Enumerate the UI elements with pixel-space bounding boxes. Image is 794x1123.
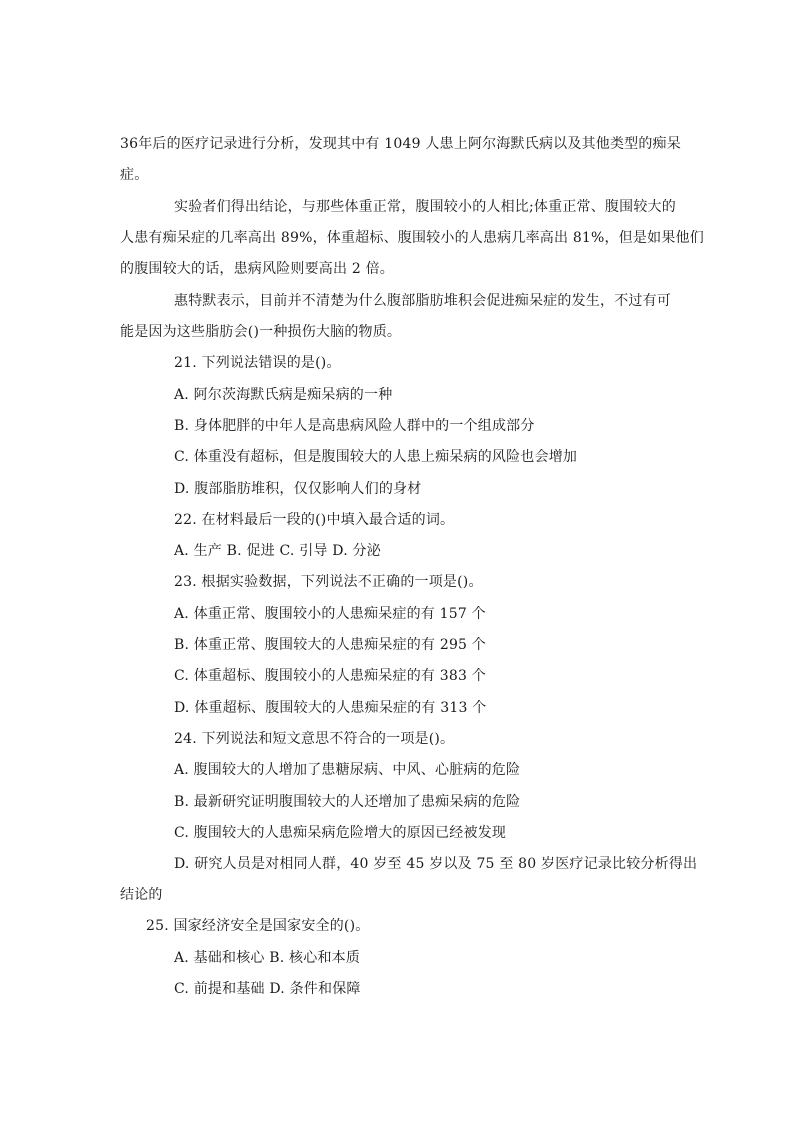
question-option-continuation: 结论的 <box>120 887 163 903</box>
passage-line: 人患有痴呆症的几率高出 89%，体重超标、腹围较小的人患病几率高出 81%，但是如果他们 <box>120 230 704 246</box>
question-option: B. 体重正常、腹围较大的人患痴呆症的有 295 个 <box>174 637 487 653</box>
passage-line: 的腹围较大的话，患病风险则要高出 2 倍。 <box>120 261 395 277</box>
question-option: A. 阿尔茨海默氏病是痴呆病的一种 <box>174 387 393 403</box>
question-stem: 22. 在材料最后一段的()中填入最合适的词。 <box>174 512 455 528</box>
question-option: A. 腹围较大的人增加了患糖尿病、中风、心脏病的危险 <box>174 762 521 778</box>
question-option: A. 基础和核心 B. 核心和本质 <box>174 950 361 966</box>
question-option: A. 生产 B. 促进 C. 引导 D. 分泌 <box>174 543 381 559</box>
passage-line: 36年后的医疗记录进行分析，发现其中有 1049 人患上阿尔海默氏病以及其他类型的痴呆 <box>120 136 681 152</box>
question-option: D. 体重超标、腹围较大的人患痴呆症的有 313 个 <box>174 700 487 716</box>
question-stem: 23. 根据实验数据，下列说法不正确的一项是()。 <box>174 574 483 590</box>
question-option: B. 身体肥胖的中年人是高患病风险人群中的一个组成部分 <box>174 418 535 434</box>
question-option: A. 体重正常、腹围较小的人患痴呆症的有 157 个 <box>174 606 486 622</box>
question-stem: 25. 国家经济安全是国家安全的()。 <box>146 918 370 934</box>
question-stem: 24. 下列说法和短文意思不符合的一项是()。 <box>174 731 455 747</box>
passage-line: 惠特默表示，目前并不清楚为什么腹部脂肪堆积会促进痴呆症的发生，不过有可 <box>174 293 671 309</box>
question-option: D. 腹部脂肪堆积，仅仅影响人们的身材 <box>174 481 422 497</box>
question-option: D. 研究人员是对相同人群，40 岁至 45 岁以及 75 至 80 岁医疗记录比较分析得出 <box>174 856 698 872</box>
question-option: C. 体重超标、腹围较小的人患痴呆症的有 383 个 <box>174 668 486 684</box>
question-option: C. 体重没有超标，但是腹围较大的人患上痴呆病的风险也会增加 <box>174 449 578 465</box>
question-option: B. 最新研究证明腹围较大的人还增加了患痴呆病的危险 <box>174 794 521 810</box>
passage-line: 实验者们得出结论，与那些体重正常，腹围较小的人相比;体重正常、腹围较大的 <box>174 199 676 215</box>
passage-line: 症。 <box>120 167 149 183</box>
question-option: C. 前提和基础 D. 条件和保障 <box>174 981 361 997</box>
question-stem: 21. 下列说法错误的是()。 <box>174 355 341 371</box>
passage-line: 能是因为这些脂肪会()一种损伤大脑的物质。 <box>120 324 402 340</box>
question-option: C. 腹围较大的人患痴呆病危险增大的原因已经被发现 <box>174 825 507 841</box>
